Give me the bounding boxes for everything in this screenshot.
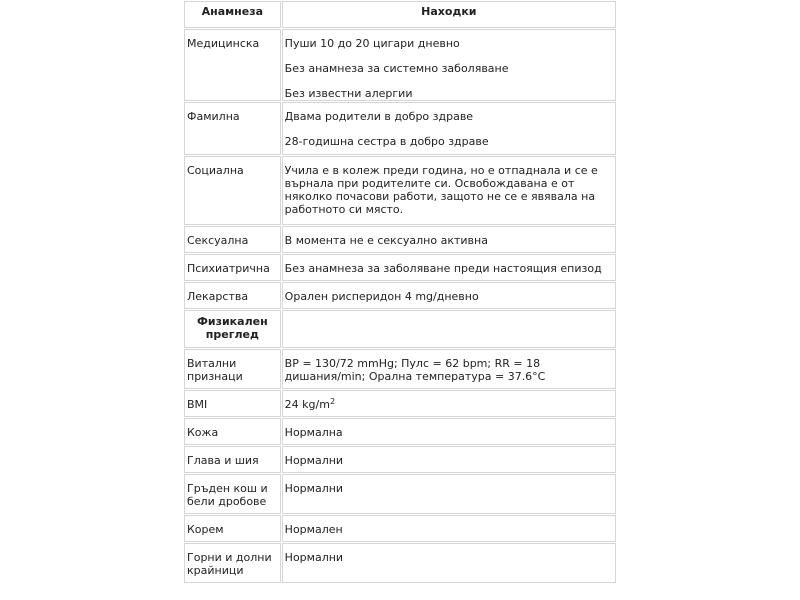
finding: Учила е в колеж преди година, но е отпаднала и се е върнала при родителите си. Освобождавана е от няколко почасови работи, защото не се е явявала на работното си място. — [284, 164, 598, 216]
header-history: Анамнеза — [184, 1, 281, 28]
row-label: Психиатрична — [184, 254, 281, 281]
section-header: Физикален преглед — [184, 310, 281, 348]
row-findings: BP = 130/72 mmHg; Пулс = 62 bpm; RR = 18 дишания/min; Орална температура = 37.6°C — [282, 349, 616, 389]
patient-history-table — [183, 0, 617, 584]
row-label: Горни и долни крайници — [184, 543, 281, 583]
row-label: Кожа — [184, 418, 281, 445]
row-label: BMI — [184, 390, 281, 417]
row-findings — [282, 390, 616, 417]
table-row-family — [184, 102, 616, 155]
row-label: Медицинска — [184, 29, 281, 101]
table-row-extremities — [184, 543, 616, 583]
row-label: Сексуална — [184, 226, 281, 253]
finding: Пуши 10 до 20 цигари дневно — [284, 37, 460, 50]
row-findings: Нормален — [282, 515, 616, 542]
section-header-empty — [282, 310, 616, 348]
row-findings: В момента не е сексуално активна — [282, 226, 616, 253]
table-row-sexual — [184, 226, 616, 253]
row-label: Гръден кош и бели дробове — [184, 474, 281, 514]
row-findings — [282, 29, 616, 101]
row-findings: Орален рисперидон 4 mg/дневно — [282, 282, 616, 309]
row-findings — [282, 102, 616, 155]
table-row-bmi — [184, 390, 616, 417]
table-row-skin — [184, 418, 616, 445]
row-label: Глава и шия — [184, 446, 281, 473]
table-row-medications — [184, 282, 616, 309]
table-row-abdomen — [184, 515, 616, 542]
table-header-row — [184, 1, 616, 28]
table-row-psychiatric — [184, 254, 616, 281]
patient-history-table-container — [183, 0, 617, 584]
row-label: Фамилна — [184, 102, 281, 155]
table-row-chest-lungs — [184, 474, 616, 514]
table-row-medical — [184, 29, 616, 101]
row-label: Корем — [184, 515, 281, 542]
finding: Без анамнеза за системно заболяване — [284, 62, 509, 75]
table-row-social — [184, 156, 616, 225]
row-label: Витални признаци — [184, 349, 281, 389]
bmi-superscript: 2 — [329, 397, 336, 406]
row-findings: Нормални — [282, 446, 616, 473]
table-section-physical-exam — [184, 310, 616, 348]
row-findings: Нормални — [282, 543, 616, 583]
table-row-vitals — [184, 349, 616, 389]
finding: Двама родители в добро здраве — [284, 110, 474, 123]
row-findings — [282, 156, 616, 225]
row-findings: Без анамнеза за заболяване преди настоящия епизод — [282, 254, 616, 281]
row-label: Лекарства — [184, 282, 281, 309]
bmi-value: 24 kg/m — [284, 398, 330, 411]
table-row-head-neck — [184, 446, 616, 473]
finding: Без известни алергии — [284, 87, 413, 100]
row-findings: Нормални — [282, 474, 616, 514]
row-label: Социална — [184, 156, 281, 225]
finding: 28-годишна сестра в добро здраве — [284, 135, 489, 148]
row-findings: Нормална — [282, 418, 616, 445]
header-findings: Находки — [282, 1, 616, 28]
